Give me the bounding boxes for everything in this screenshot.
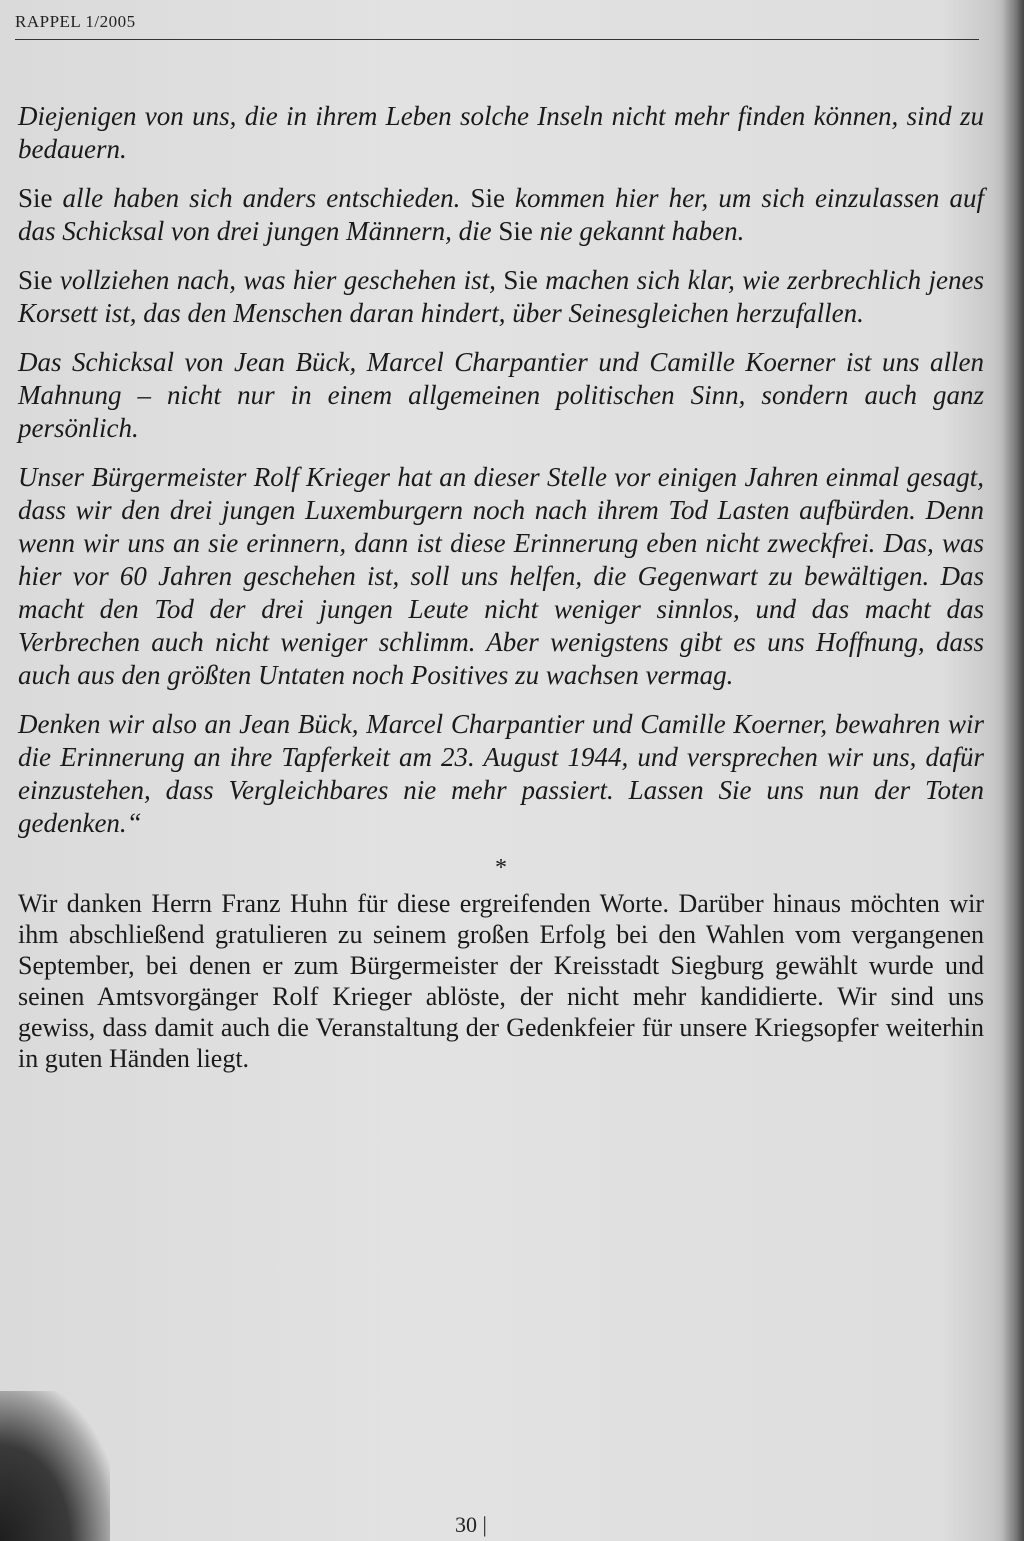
header-rule	[15, 39, 979, 40]
running-header: RAPPEL 1/2005	[15, 12, 136, 31]
page-number: 30 |	[455, 1512, 487, 1537]
article-body	[18, 100, 984, 1074]
paragraph-3: Sie vollziehen nach, was hier geschehen ist, Sie machen sich klar, wie zerbrechlich jenes Korsett ist, das den Menschen daran hindert, über Seinesgleichen herzufallen.	[18, 265, 984, 328]
paragraph-4: Das Schicksal von Jean Bück, Marcel Charpantier und Camille Koerner ist uns allen Mahnung – nicht nur in einem allgemeinen politischen Sinn, sondern auch ganz persönlich.	[18, 347, 984, 443]
paragraph-5: Unser Bürgermeister Rolf Krieger hat an dieser Stelle vor einigen Jahren einmal gesagt, dass wir den drei jungen Luxemburgern noch nach ihrem Tod Lasten aufbürden. Denn wenn wir uns an sie erinnern, dann ist diese Erinnerung eben nicht zweckfrei. Das, was hier vor 60 Jahren geschehen ist, soll uns helfen, die Gegenwart zu bewältigen. Das macht den Tod der drei jungen Leute nicht weniger sinnlos, und das macht das Verbrechen auch nicht weniger schlimm. Aber wenigstens gibt es uns Hoffnung, dass auch aus den größten Untaten noch Positives zu wachsen vermag.	[18, 462, 984, 690]
paragraph-6: Denken wir also an Jean Bück, Marcel Charpantier und Camille Koerner, bewahren wir die Erinnerung an ihre Tapferkeit am 23. August 1944, und versprechen wir uns, dafür einzustehen, dass Vergleichbares nie mehr passiert. Lassen Sie uns nun der Toten gedenken.“	[18, 709, 984, 838]
page-spine-shadow	[1002, 0, 1024, 1541]
paragraph-2: Sie alle haben sich anders entschieden. Sie kommen hier her, um sich einzulassen auf das Schicksal von drei jungen Männern, die Sie nie gekannt haben.	[18, 183, 984, 246]
section-separator: *	[495, 855, 507, 881]
thumb-shadow	[0, 1391, 110, 1541]
closing-paragraph: Wir danken Herrn Franz Huhn für diese ergreifenden Worte. Darüber hinaus möchten wir ihm abschließend gratulieren zu seinem großen Erfolg bei den Wahlen vom vergangenen September, bei denen er zum Bürgermeister der Kreisstadt Siegburg gewählt wurde und seinen Amtsvorgänger Rolf Krieger ablöste, der nicht mehr kandidierte. Wir sind uns gewiss, dass damit auch die Veranstaltung der Gedenkfeier für unsere Kriegsopfer weiterhin in guten Händen liegt.	[18, 889, 984, 1073]
paragraph-1: Diejenigen von uns, die in ihrem Leben solche Inseln nicht mehr finden können, sind zu bedauern.	[18, 101, 984, 164]
